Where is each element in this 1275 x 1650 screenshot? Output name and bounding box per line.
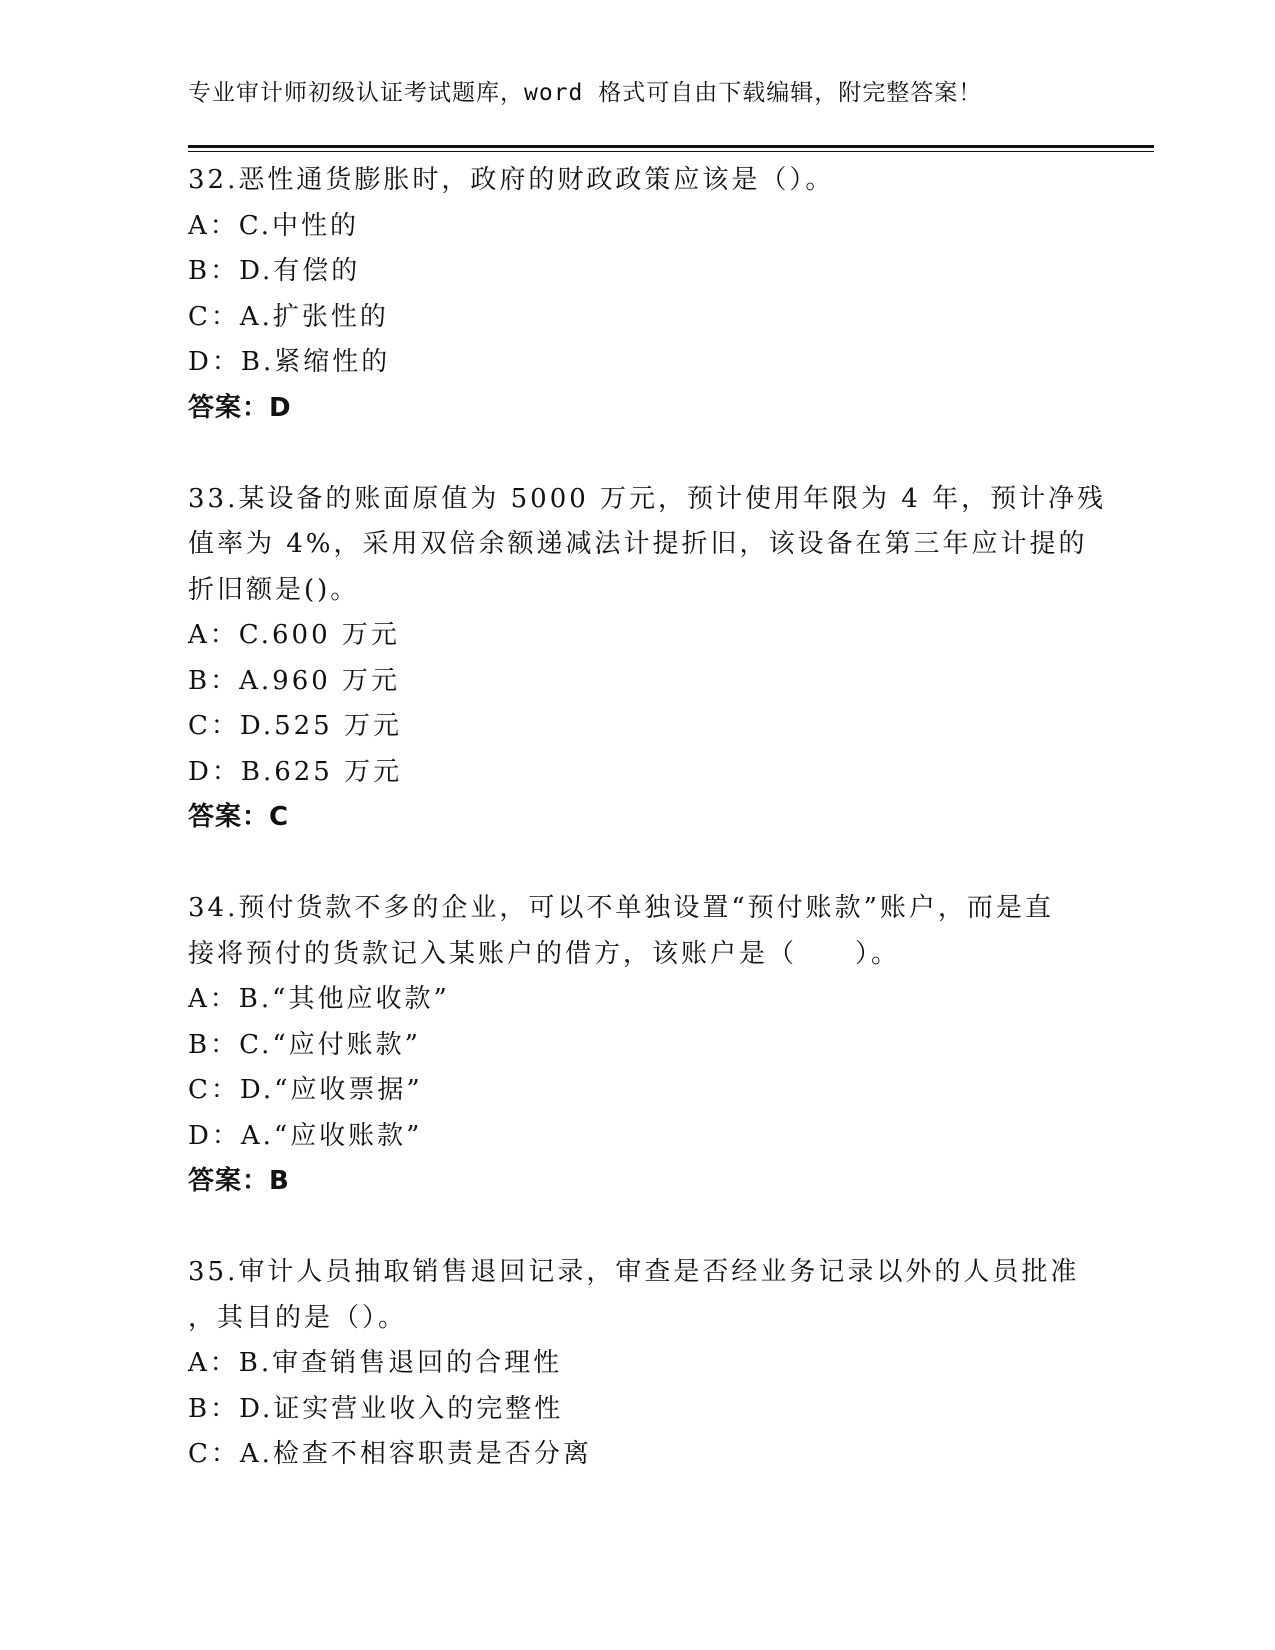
option-a: A：C.中性的 xyxy=(188,210,360,241)
question-text: 接将预付的货款记入某账户的借方，该账户是（ ）。 xyxy=(188,938,901,969)
page-header: 专业审计师初级认证考试题库，word 格式可自由下载编辑，附完整答案！ xyxy=(188,80,983,106)
option-c: C：A.扩张性的 xyxy=(188,301,389,332)
option-d: D：B.625 万元 xyxy=(188,756,403,787)
question-text: 32.恶性通货膨胀时，政府的财政政策应该是（）。 xyxy=(188,165,835,195)
question-text: 35.审计人员抽取销售退回记录，审查是否经业务记录以外的人员批准 xyxy=(188,1257,1080,1287)
option-c: C：D.525 万元 xyxy=(188,711,402,741)
option-a: A：B.“其他应收款” xyxy=(188,984,450,1014)
option-d: D：A.“应收账款” xyxy=(188,1120,423,1151)
question-list xyxy=(188,158,1107,1478)
question-35 xyxy=(188,1250,1088,1478)
option-b: B：A.960 万元 xyxy=(188,665,401,696)
option-b: B：D.有偿的 xyxy=(188,256,361,286)
question-text: 34.预付货款不多的企业，可以不单独设置“预付账款”账户，而是直 xyxy=(188,893,1054,923)
option-a: A：C.600 万元 xyxy=(188,620,400,650)
question-text: 折旧额是()。 xyxy=(188,574,360,605)
answer: 答案：D xyxy=(188,392,292,423)
option-d: D：B.紧缩性的 xyxy=(188,347,391,377)
option-b: B：C.“应付账款” xyxy=(188,1029,421,1060)
question-32 xyxy=(188,158,1088,431)
question-33 xyxy=(188,477,1107,841)
option-a: A：B.审查销售退回的合理性 xyxy=(188,1348,563,1378)
header-rule-thin xyxy=(188,151,1154,152)
header-rule-thick xyxy=(188,145,1154,148)
question-text: 值率为 4%，采用双倍余额递减法计提折旧，该设备在第三年应计提的 xyxy=(188,529,1088,559)
answer: 答案：C xyxy=(188,802,290,832)
question-text: 33.某设备的账面原值为 5000 万元，预计使用年限为 4 年，预计净残 xyxy=(188,483,1107,514)
option-b: B：D.证实营业收入的完整性 xyxy=(188,1393,564,1424)
option-c: C：D.“应收票据” xyxy=(188,1075,423,1105)
question-text: ，其目的是（）。 xyxy=(188,1302,408,1333)
answer: 答案：B xyxy=(188,1166,290,1196)
question-34 xyxy=(188,886,1088,1205)
option-c: C：A.检查不相容职责是否分离 xyxy=(188,1439,592,1469)
